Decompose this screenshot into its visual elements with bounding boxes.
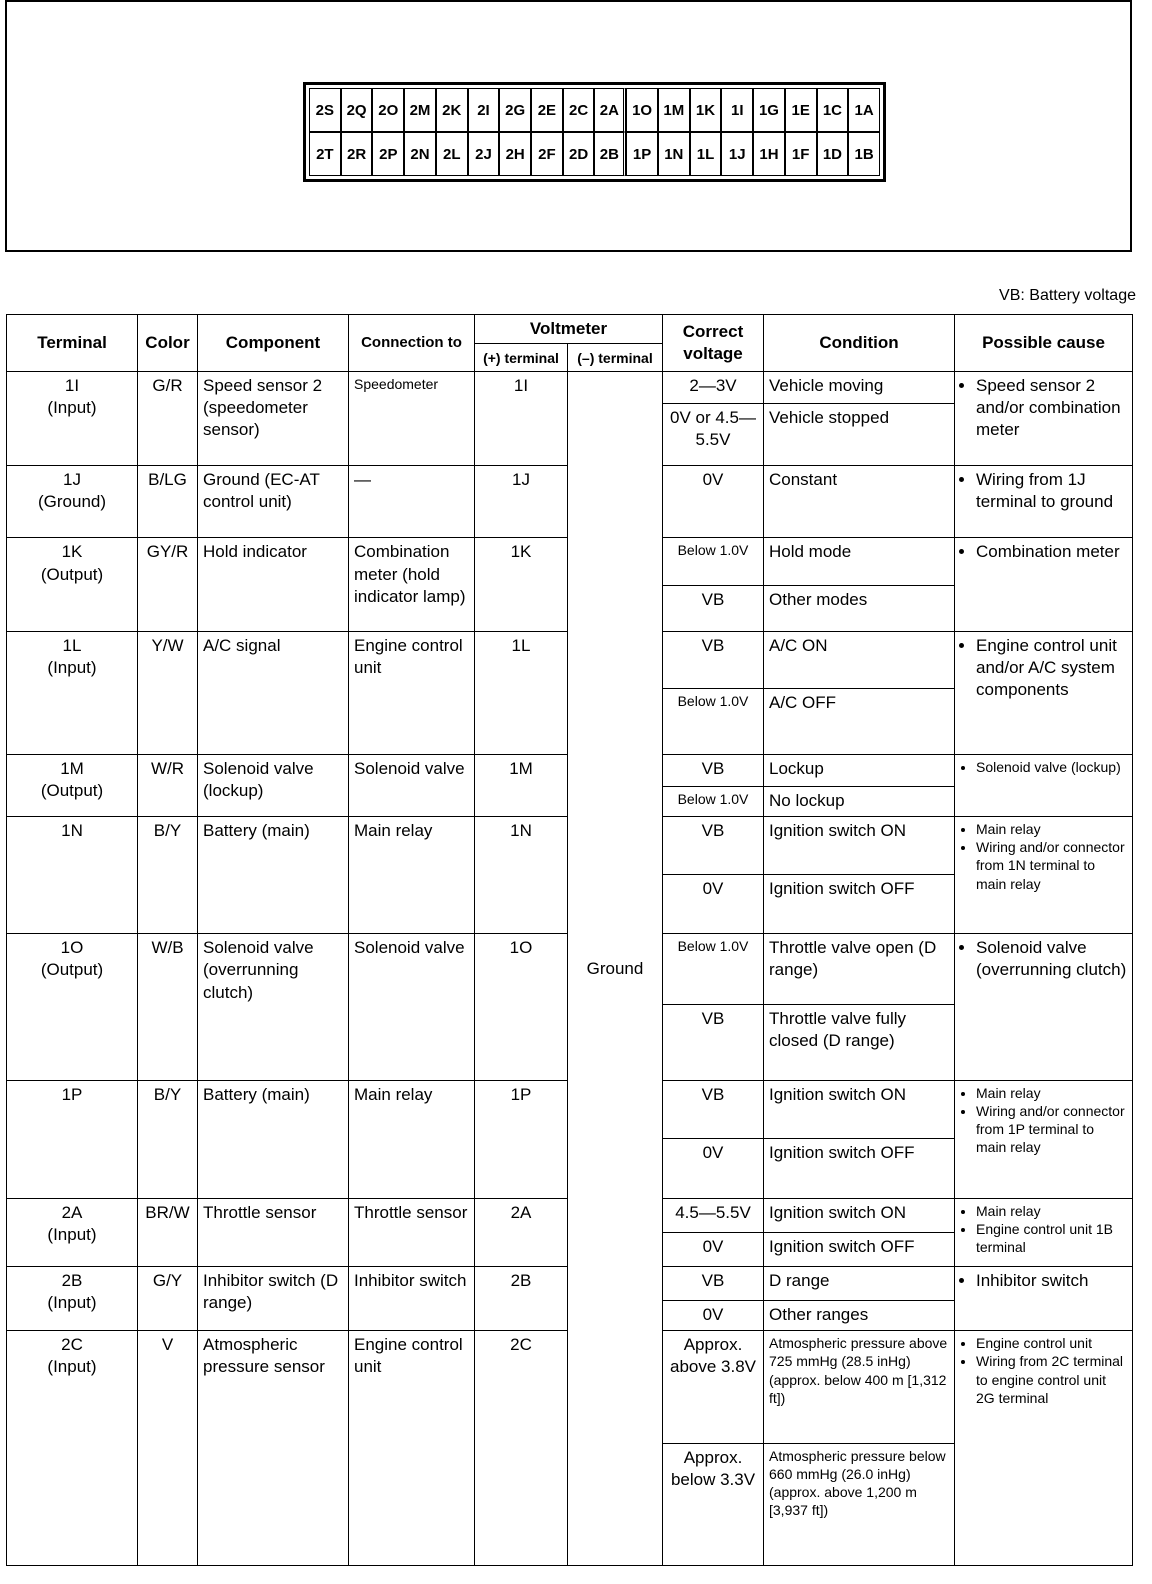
header-terminal: Terminal xyxy=(7,315,138,372)
possible-cause xyxy=(955,1331,1133,1566)
possible-cause xyxy=(955,817,1133,934)
condition: Other modes xyxy=(764,585,955,631)
terminal-cell xyxy=(7,631,138,754)
connector-pin: 2D xyxy=(563,132,595,176)
condition: Atmospheric pressure above 725 mmHg (28.5 inHg) (approx. below 400 m [1,312 ft]) xyxy=(764,1331,955,1443)
correct-voltage: 4.5—5.5V xyxy=(663,1198,764,1232)
condition: Vehicle moving xyxy=(764,372,955,404)
condition: Ignition switch ON xyxy=(764,817,955,875)
connector-pin: 2N xyxy=(404,132,436,176)
correct-voltage: Below 1.0V xyxy=(663,538,764,585)
header-condition: Condition xyxy=(764,315,955,372)
terminal-type: (Ground) xyxy=(37,492,107,512)
correct-voltage: Below 1.0V xyxy=(663,688,764,754)
cause-item: • Engine control unit xyxy=(976,1334,1127,1352)
connector-pin: 1A xyxy=(848,88,880,132)
correct-voltage: 0V xyxy=(663,1233,764,1267)
cause-item: • Wiring and/or connector from 1P terminal to main relay xyxy=(976,1102,1127,1157)
terminal-cell xyxy=(7,1198,138,1266)
plus-terminal: 2A xyxy=(475,1198,568,1266)
terminal-type: (Output) xyxy=(40,564,104,584)
plus-terminal: 1P xyxy=(475,1080,568,1198)
cause-item: • Wiring and/or connector from 1N terminal to main relay xyxy=(976,838,1127,893)
terminal-type: (Input) xyxy=(47,1225,97,1245)
wire-color: GY/R xyxy=(138,538,198,631)
connector-pin: 2I xyxy=(468,88,500,132)
connector-pin: 2O xyxy=(372,88,404,132)
terminal-cell xyxy=(7,372,138,466)
condition: Other ranges xyxy=(764,1301,955,1331)
connector-pin: 2E xyxy=(531,88,563,132)
connection-to: Engine control unit xyxy=(349,1331,475,1566)
connector-pin: 1K xyxy=(690,88,722,132)
correct-voltage: 0V xyxy=(663,1138,764,1198)
terminal-type: (Output) xyxy=(40,781,104,801)
connector-pin: 2J xyxy=(468,132,500,176)
header-color: Color xyxy=(138,315,198,372)
terminal-id: 1I xyxy=(64,376,80,396)
component: Battery (main) xyxy=(198,1080,349,1198)
plus-terminal: 1I xyxy=(475,372,568,466)
condition: Lockup xyxy=(764,754,955,786)
plus-terminal: 1M xyxy=(475,754,568,816)
terminal-table xyxy=(6,314,1133,1566)
correct-voltage: VB xyxy=(663,754,764,786)
condition: Hold mode xyxy=(764,538,955,585)
condition: Constant xyxy=(764,466,955,538)
component: Ground (EC-AT control unit) xyxy=(198,466,349,538)
wire-color: V xyxy=(138,1331,198,1566)
possible-cause xyxy=(955,372,1133,466)
cause-item: • Combination meter xyxy=(976,541,1127,563)
wire-color: Y/W xyxy=(138,631,198,754)
connector-pin: 2B xyxy=(594,132,626,176)
connection-to: Combination meter (hold indicator lamp) xyxy=(349,538,475,631)
cause-item: • Main relay xyxy=(976,820,1127,838)
terminal-type: (Input) xyxy=(47,657,97,677)
terminal-type: (Output) xyxy=(40,960,104,980)
correct-voltage: 0V xyxy=(663,466,764,538)
component: Hold indicator xyxy=(198,538,349,631)
wire-color: B/Y xyxy=(138,817,198,934)
cause-item: • Inhibitor switch xyxy=(976,1270,1127,1292)
component: Speed sensor 2 (speedometer sensor) xyxy=(198,372,349,466)
condition: A/C OFF xyxy=(764,688,955,754)
possible-cause xyxy=(955,466,1133,538)
plus-terminal: 2C xyxy=(475,1331,568,1566)
connection-to: Main relay xyxy=(349,817,475,934)
connector-pin: 2Q xyxy=(341,88,373,132)
connector-pin: 2C xyxy=(563,88,595,132)
possible-cause xyxy=(955,631,1133,754)
terminal-cell xyxy=(7,754,138,816)
component: Solenoid valve (lockup) xyxy=(198,754,349,816)
terminal-type: (Input) xyxy=(47,1357,97,1377)
condition: Ignition switch OFF xyxy=(764,875,955,934)
connector-pin: 1B xyxy=(848,132,880,176)
possible-cause xyxy=(955,754,1133,816)
connector-pin: 2R xyxy=(341,132,373,176)
terminal-id: 2C xyxy=(61,1335,83,1355)
connector-pin: 2T xyxy=(309,132,341,176)
terminal-id: 1M xyxy=(60,758,84,778)
wire-color: W/R xyxy=(138,754,198,816)
header-correct-voltage: Correct voltage xyxy=(663,315,764,372)
component: Throttle sensor xyxy=(198,1198,349,1266)
component: Inhibitor switch (D range) xyxy=(198,1267,349,1331)
correct-voltage: VB xyxy=(663,1080,764,1138)
plus-terminal: 1L xyxy=(475,631,568,754)
plus-terminal: 1J xyxy=(475,466,568,538)
connection-to: Main relay xyxy=(349,1080,475,1198)
condition: Throttle valve open (D range) xyxy=(764,934,955,1004)
connector-pin: 2A xyxy=(594,88,626,132)
component: Solenoid valve (overrunning clutch) xyxy=(198,934,349,1080)
wire-color: BR/W xyxy=(138,1198,198,1266)
correct-voltage: VB xyxy=(663,817,764,875)
connector-pin: 1H xyxy=(753,132,785,176)
terminal-cell xyxy=(7,538,138,631)
connection-to: Speedometer xyxy=(349,372,475,466)
connector-diagram-frame xyxy=(5,0,1132,252)
cause-item: • Wiring from 2C terminal to engine control unit 2G terminal xyxy=(976,1352,1127,1407)
condition: Atmospheric pressure below 660 mmHg (26.0 inHg) (approx. above 1,200 m [3,937 ft]) xyxy=(764,1443,955,1565)
terminal-id: 1L xyxy=(62,635,82,655)
terminal-cell xyxy=(7,1331,138,1566)
wire-color: G/Y xyxy=(138,1267,198,1331)
wire-color: W/B xyxy=(138,934,198,1080)
condition: No lockup xyxy=(764,787,955,817)
cause-item: • Engine control unit 1B terminal xyxy=(976,1220,1127,1256)
possible-cause xyxy=(955,1080,1133,1198)
condition: Vehicle stopped xyxy=(764,404,955,466)
terminal-id: 1O xyxy=(60,938,84,958)
wire-color: G/R xyxy=(138,372,198,466)
connector-pin: 1O xyxy=(626,88,658,132)
terminal-id: 1K xyxy=(61,542,83,562)
correct-voltage: 0V xyxy=(663,1301,764,1331)
connector-diagram xyxy=(303,82,886,182)
connector-pin: 2M xyxy=(404,88,436,132)
terminal-cell xyxy=(7,817,138,934)
correct-voltage: 0V or 4.5—5.5V xyxy=(663,404,764,466)
correct-voltage: 2—3V xyxy=(663,372,764,404)
cause-item: • Solenoid valve (overrunning clutch) xyxy=(976,937,1127,981)
correct-voltage: VB xyxy=(663,1267,764,1301)
component: A/C signal xyxy=(198,631,349,754)
terminal-cell xyxy=(7,1080,138,1198)
plus-terminal: 1O xyxy=(475,934,568,1080)
connector-pin: 2L xyxy=(436,132,468,176)
condition: Ignition switch OFF xyxy=(764,1138,955,1198)
connector-pin: 1C xyxy=(817,88,849,132)
correct-voltage: VB xyxy=(663,585,764,631)
condition: D range xyxy=(764,1267,955,1301)
condition: Ignition switch ON xyxy=(764,1198,955,1232)
plus-terminal: 2B xyxy=(475,1267,568,1331)
terminal-id: 1N xyxy=(61,821,83,841)
component: Battery (main) xyxy=(198,817,349,934)
connector-pin: 1M xyxy=(658,88,690,132)
correct-voltage: Approx. above 3.8V xyxy=(663,1331,764,1443)
terminal-id: 1P xyxy=(61,1084,83,1104)
header-voltmeter: Voltmeter xyxy=(475,315,663,344)
correct-voltage: VB xyxy=(663,1004,764,1080)
header-component: Component xyxy=(198,315,349,372)
cause-item: • Wiring from 1J terminal to ground xyxy=(976,469,1127,513)
wire-color: B/LG xyxy=(138,466,198,538)
cause-item: • Main relay xyxy=(976,1084,1127,1102)
terminal-id: 1J xyxy=(63,470,81,490)
correct-voltage: Approx. below 3.3V xyxy=(663,1443,764,1565)
connection-to: — xyxy=(349,466,475,538)
connector-pin: 2S xyxy=(309,88,341,132)
correct-voltage: 0V xyxy=(663,875,764,934)
possible-cause xyxy=(955,934,1133,1080)
correct-voltage: VB xyxy=(663,631,764,688)
minus-terminal-ground: Ground xyxy=(568,372,663,1566)
cause-item: • Solenoid valve (lockup) xyxy=(976,758,1127,776)
cause-item: • Engine control unit and/or A/C system components xyxy=(976,635,1127,701)
terminal-cell xyxy=(7,466,138,538)
connection-to: Inhibitor switch xyxy=(349,1267,475,1331)
possible-cause xyxy=(955,538,1133,631)
possible-cause xyxy=(955,1267,1133,1331)
connector-pin: 2F xyxy=(531,132,563,176)
condition: Throttle valve fully closed (D range) xyxy=(764,1004,955,1080)
connector-pin: 2K xyxy=(436,88,468,132)
connector-pin: 2P xyxy=(372,132,404,176)
connector-pin: 2G xyxy=(499,88,531,132)
plus-terminal: 1N xyxy=(475,817,568,934)
component: Atmospheric pressure sensor xyxy=(198,1331,349,1566)
condition: Ignition switch OFF xyxy=(764,1233,955,1267)
header-plus-terminal: (+) terminal xyxy=(475,344,568,372)
terminal-type: (Input) xyxy=(47,1293,97,1313)
terminal-type: (Input) xyxy=(47,398,97,418)
connector-pin: 1E xyxy=(785,88,817,132)
connection-to: Throttle sensor xyxy=(349,1198,475,1266)
terminal-cell xyxy=(7,1267,138,1331)
header-minus-terminal: (–) terminal xyxy=(568,344,663,372)
correct-voltage: Below 1.0V xyxy=(663,787,764,817)
connector-pin: 1I xyxy=(721,88,753,132)
condition: A/C ON xyxy=(764,631,955,688)
wire-color: B/Y xyxy=(138,1080,198,1198)
possible-cause xyxy=(955,1198,1133,1266)
cause-item: • Speed sensor 2 and/or combination meter xyxy=(976,375,1127,441)
table-row xyxy=(7,372,1133,404)
plus-terminal: 1K xyxy=(475,538,568,631)
connector-pin: 1D xyxy=(817,132,849,176)
connector-pin: 1L xyxy=(690,132,722,176)
connector-pin: 2H xyxy=(499,132,531,176)
connection-to: Engine control unit xyxy=(349,631,475,754)
connector-pin: 1F xyxy=(785,132,817,176)
connection-to: Solenoid valve xyxy=(349,934,475,1080)
cause-item: • Main relay xyxy=(976,1202,1127,1220)
terminal-cell xyxy=(7,934,138,1080)
header-possible-cause: Possible cause xyxy=(955,315,1133,372)
terminal-id: 2A xyxy=(61,1202,83,1222)
connector-pin: 1J xyxy=(721,132,753,176)
connection-to: Solenoid valve xyxy=(349,754,475,816)
condition: Ignition switch ON xyxy=(764,1080,955,1138)
terminal-id: 2B xyxy=(61,1271,83,1291)
legend-note: VB: Battery voltage xyxy=(999,287,1136,304)
correct-voltage: Below 1.0V xyxy=(663,934,764,1004)
header-connection: Connection to xyxy=(349,315,475,372)
connector-pin: 1N xyxy=(658,132,690,176)
connector-pin: 1G xyxy=(753,88,785,132)
connector-pin: 1P xyxy=(626,132,658,176)
